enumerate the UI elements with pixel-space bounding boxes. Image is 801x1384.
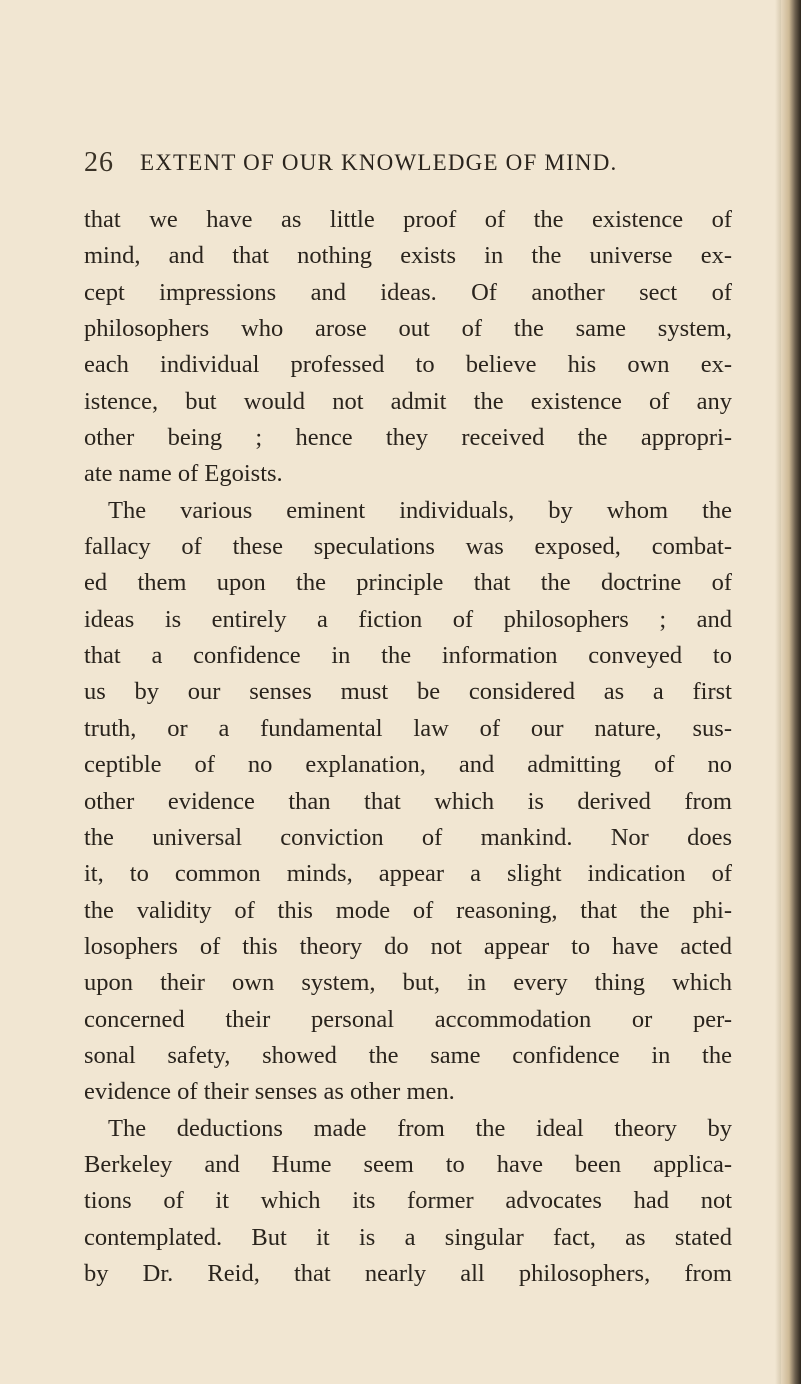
text-line: contemplated. But it is a singular fact, as stated [84,1223,732,1251]
text-line: that a confidence in the information conveyed to [84,642,732,670]
text-line: that we have as little proof of the existence of [84,206,732,233]
page-number: 26 [84,147,114,178]
text-line: sonal safety, showed the same confidence in the [84,1041,732,1069]
page-header [84,146,724,180]
text-line: truth, or a fundamental law of our nature, sus- [84,714,732,742]
text-line: the universal conviction of mankind. Nor does [84,823,732,851]
text-line: Berkeley and Hume seem to have been applica- [84,1150,732,1178]
text-line: other being ; hence they received the appropri- [84,424,732,452]
text-line: the validity of this mode of reasoning, that the phi- [84,896,732,924]
text-line: mind, and that nothing exists in the universe ex- [84,242,732,270]
text-line: ate name of Egoists. [84,460,283,488]
text-line: istence, but would not admit the existence of any [84,387,732,415]
text-line: fallacy of these speculations was exposed, combat- [84,533,732,561]
body-text [84,202,732,1292]
text-line: evidence of their senses as other men. [84,1078,455,1106]
text-line: it, to common minds, appear a slight indication of [84,860,732,888]
paragraph-start-line: The deductions made from the ideal theory by [108,1114,732,1142]
paragraph-start-line: The various eminent individuals, by whom the [108,496,732,524]
text-line: us by our senses must be considered as a first [84,678,732,706]
text-line: cept impressions and ideas. Of another sect of [84,278,732,306]
text-line: each individual professed to believe his own ex- [84,351,732,379]
text-line: ed them upon the principle that the doctrine of [84,569,732,597]
text-line: ideas is entirely a fiction of philosophers ; and [84,605,732,633]
text-line: other evidence than that which is derived from [84,787,732,815]
text-line: tions of it which its former advocates had not [84,1187,732,1215]
text-line: upon their own system, but, in every thing which [84,969,732,997]
text-line: losophers of this theory do not appear to have acted [84,932,732,960]
running-head: EXTENT OF OUR KNOWLEDGE OF MIND. [140,150,618,175]
page-edge-shadow [781,0,801,1384]
text-line: philosophers who arose out of the same system, [84,315,732,343]
text-line: ceptible of no explanation, and admitting of no [84,751,732,779]
text-line: concerned their personal accommodation or per- [84,1005,732,1033]
text-line: by Dr. Reid, that nearly all philosophers, from [84,1259,732,1287]
